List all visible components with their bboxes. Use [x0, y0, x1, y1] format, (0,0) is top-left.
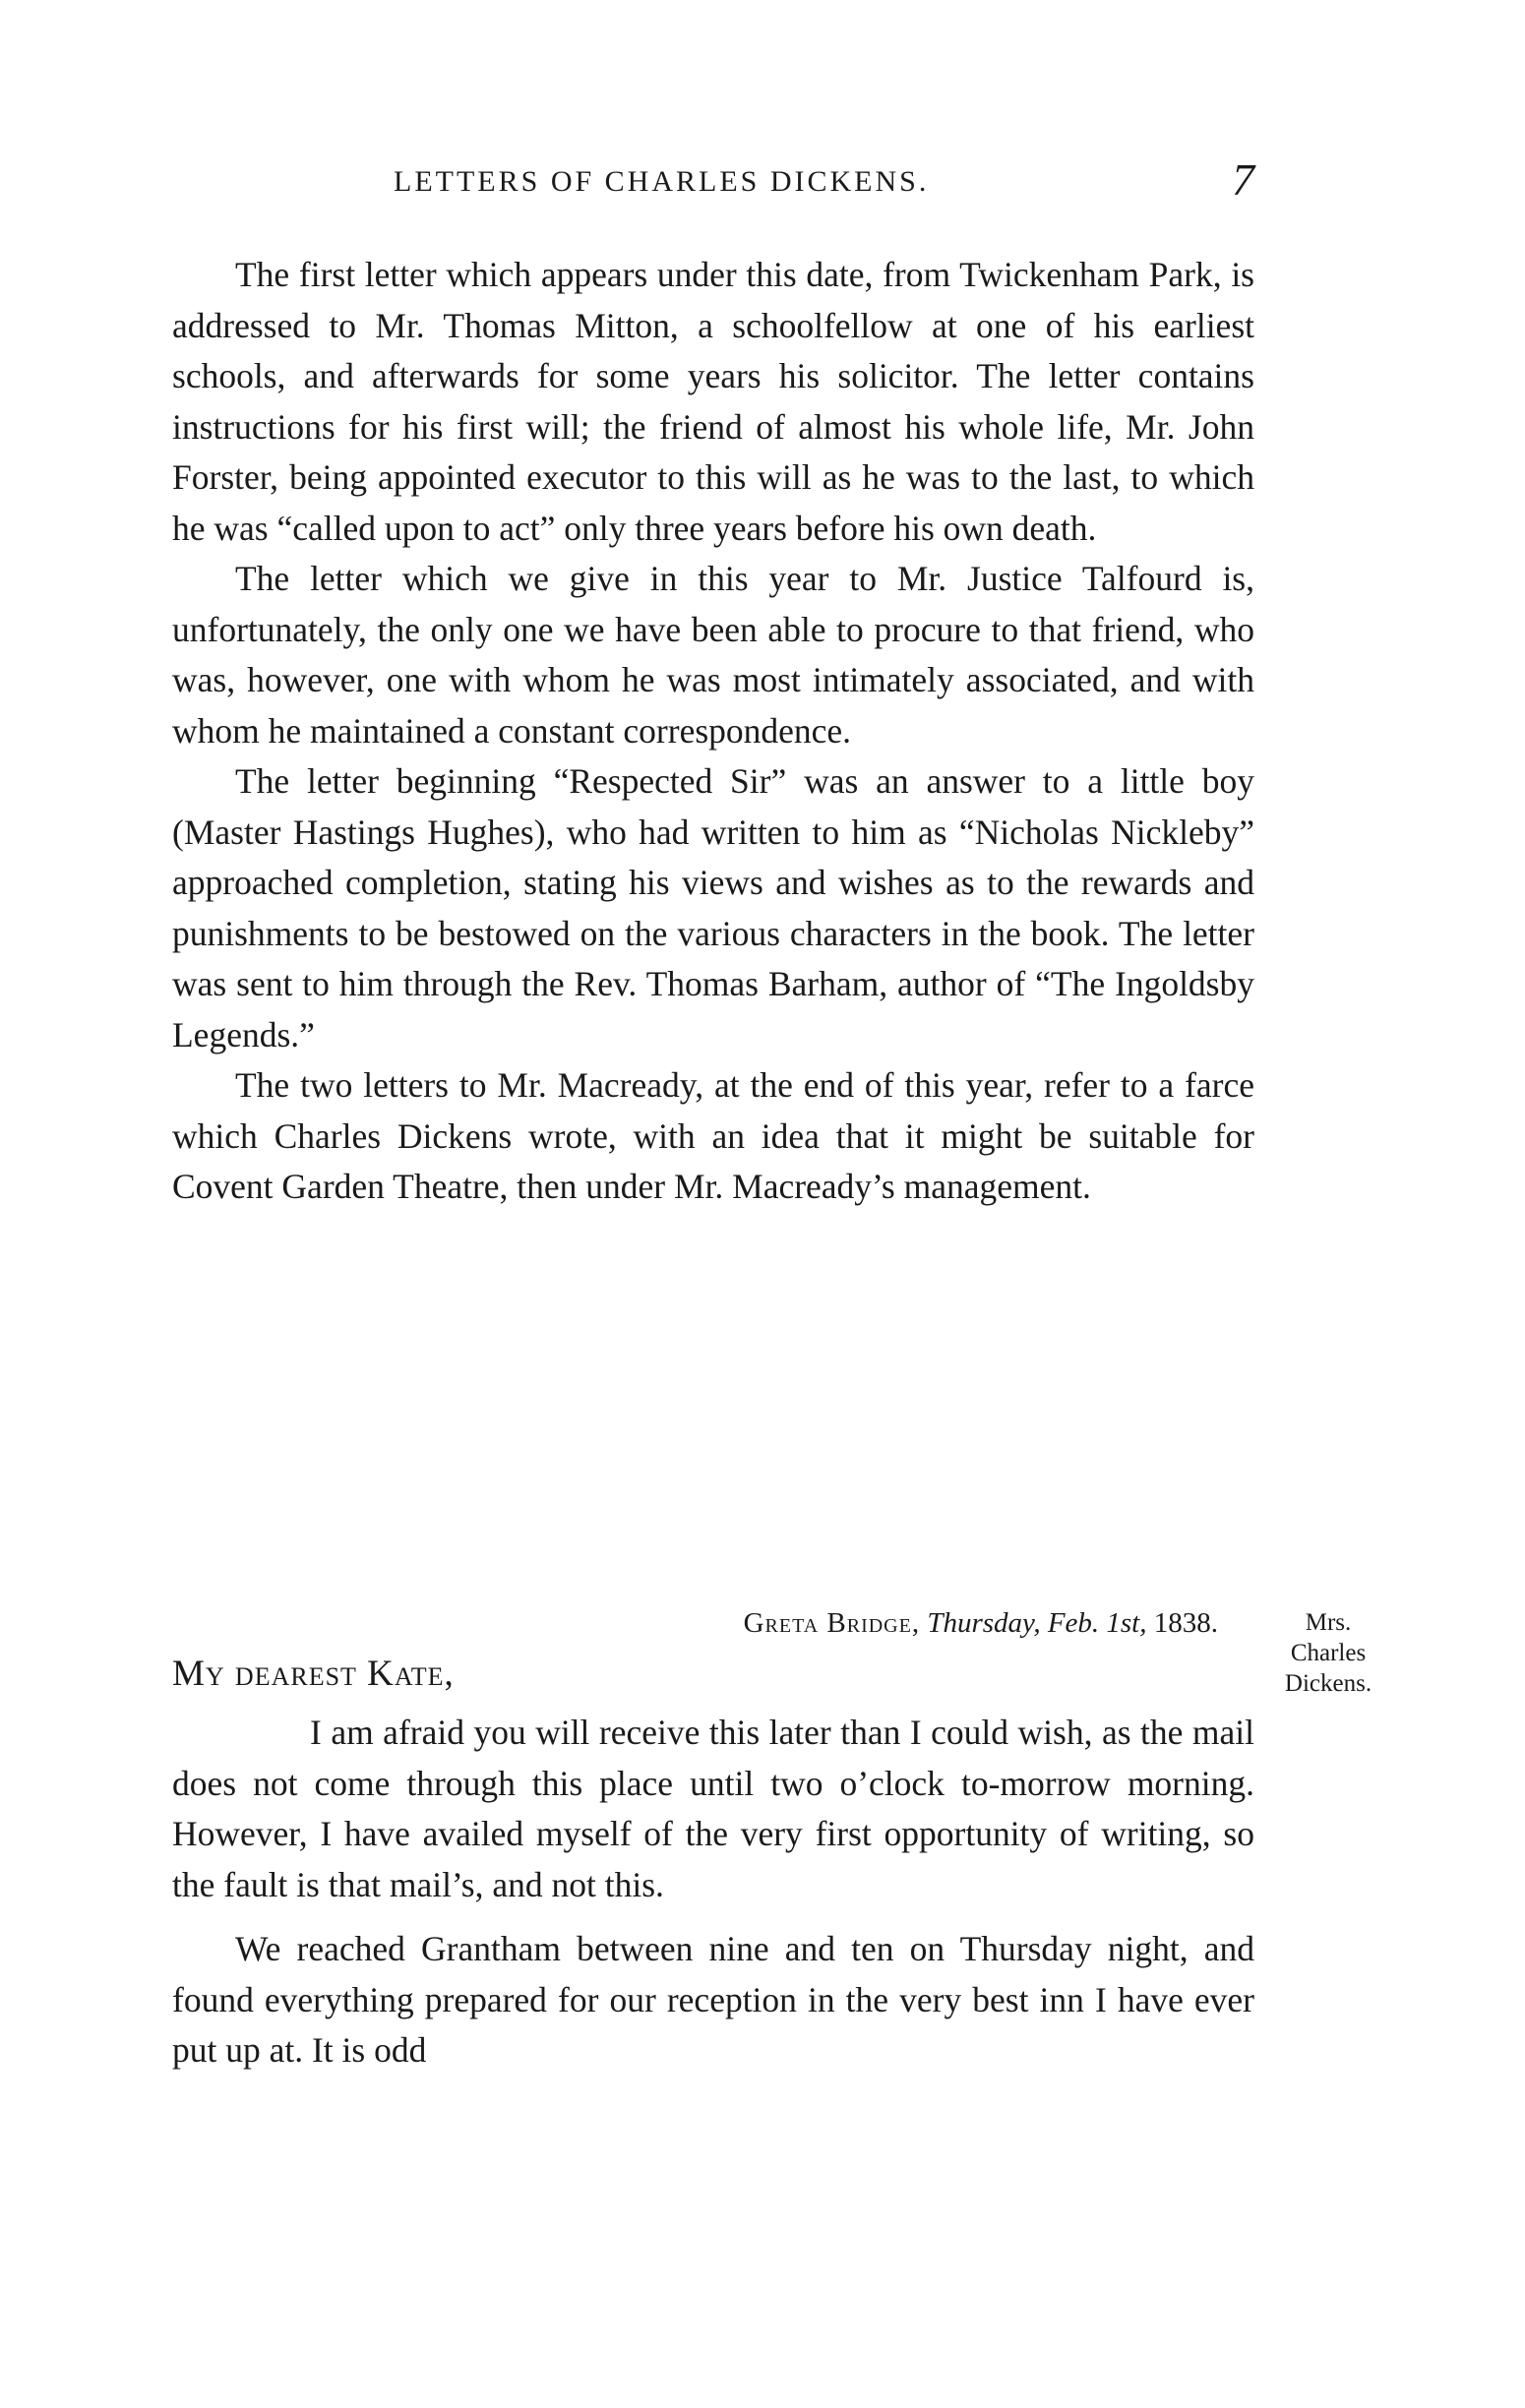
running-title: LETTERS OF CHARLES DICKENS. [394, 165, 930, 198]
letter-paragraph: I am afraid you will receive this later than I could wish, as the mail does not come through this place until two o’clock to-morrow morning. However, I have availed myself of the very first opportunity of writing, so the fault is that mail’s, and not this. [172, 1713, 1254, 1904]
dateline-date: Thursday, Feb. 1st, [927, 1607, 1147, 1639]
intro-paragraph: The first letter which appears under this date, from Twickenham Park, is addressed to Mr. Thomas Mitton, a schoolfellow at one of his earliest schools, and afterwards for some years his solicitor. The letter contains instructions for his first will; the friend of almost his whole life, Mr. John Forster, being appointed executor to this will as he was to the last, to which he was “called upon to act” only three years before his own death. [172, 255, 1254, 548]
recipient-margin-note [1259, 1607, 1397, 1699]
page-number: 7 [1232, 154, 1254, 205]
recipient-line: Dickens. [1284, 1670, 1372, 1697]
letter-salutation: My dearest Kate, [172, 1654, 455, 1694]
letter-paragraph: We reached Grantham between nine and ten on Thursday night, and found everything prepared for our reception in the very best inn I have ever put up at. It is odd [172, 1929, 1254, 2070]
editorial-introduction [172, 250, 1254, 1213]
intro-paragraph: The letter beginning “Respected Sir” was an answer to a little boy (Master Hastings Hughes), who had written to him as “Nicholas Nickleby” approached completion, stating his views and wishes as to the rewards and punishments to be bestowed on the various characters in the book. The letter was sent to him through the Rev. Thomas Barham, author of “The Ingoldsby Legends.” [172, 761, 1254, 1054]
letter-dateline [630, 1607, 1218, 1640]
dateline-year: 1838. [1153, 1607, 1218, 1639]
recipient-line: Mrs. [1305, 1609, 1352, 1636]
letter-body [172, 1708, 1254, 2077]
intro-paragraph: The letter which we give in this year to Mr. Justice Talfourd is, unfortunately, the only one we have been able to procure to that friend, who was, however, one with whom he was most intimately associated, and with whom he maintained a constant correspondence. [172, 559, 1254, 751]
dateline-place: Greta Bridge, [743, 1607, 921, 1639]
intro-paragraph: The two letters to Mr. Macready, at the end of this year, refer to a farce which Charles Dickens wrote, with an idea that it might be suitable for Covent Garden Theatre, then under Mr. Macready’s management. [172, 1065, 1254, 1206]
recipient-line: Charles [1290, 1640, 1367, 1666]
running-head [172, 154, 1254, 216]
